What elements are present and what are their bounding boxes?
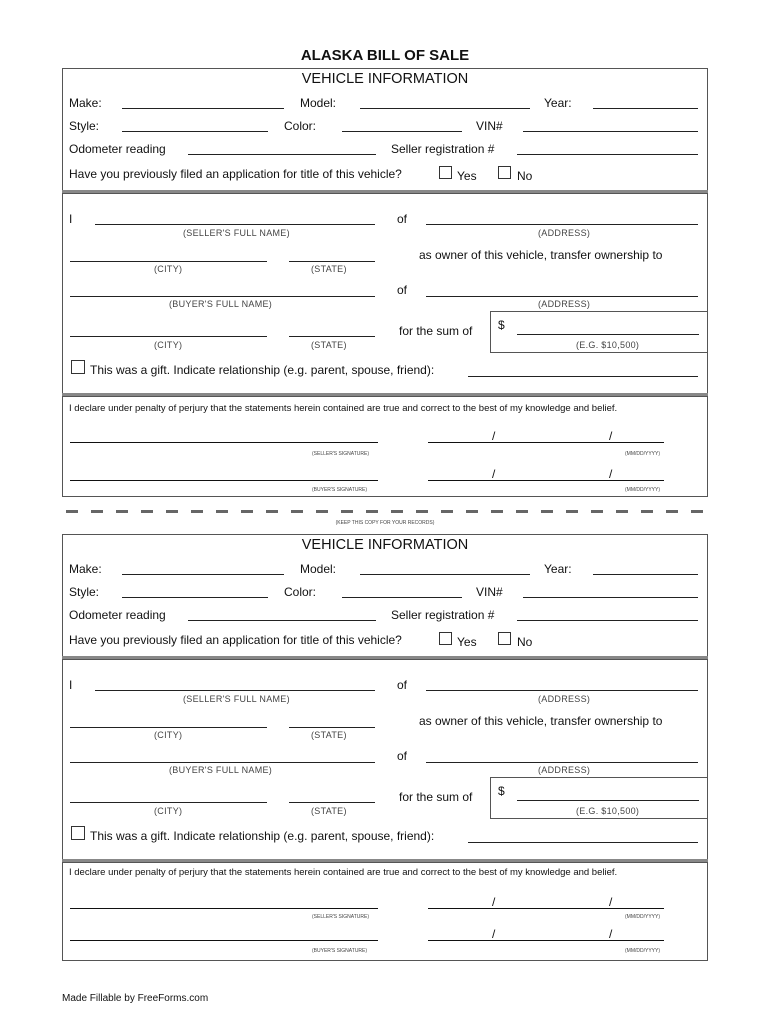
yes-checkbox[interactable] [439, 632, 452, 645]
cut-line-dash [191, 510, 203, 513]
seller-signature-line[interactable] [70, 442, 378, 443]
style-label: Style: [69, 119, 100, 133]
cut-line-dash [66, 510, 78, 513]
seller-state-caption: (STATE) [311, 264, 347, 274]
model-field[interactable] [360, 574, 530, 575]
odometer-label: Odometer reading [69, 142, 166, 156]
cut-line-dash [166, 510, 178, 513]
date-slash: / [492, 467, 496, 481]
sum-example-caption: (E.G. $10,500) [576, 806, 640, 816]
cut-line-dash [666, 510, 678, 513]
gift-relationship-field[interactable] [468, 376, 698, 377]
seller-registration-field[interactable] [517, 154, 698, 155]
color-label: Color: [284, 119, 317, 133]
form-copy-1 [62, 68, 708, 496]
seller-signature-caption: (SELLER'S SIGNATURE) [312, 451, 369, 457]
cut-line-dash [541, 510, 553, 513]
cut-line-dash [466, 510, 478, 513]
year-label: Year: [544, 96, 572, 110]
buyer-signature-caption: (BUYER'S SIGNATURE) [312, 487, 368, 493]
seller-signature-line[interactable] [70, 908, 378, 909]
style-field[interactable] [122, 131, 268, 132]
title-application-question: Have you previously filed an application for title of this vehicle? [69, 633, 402, 647]
cut-line-dash [566, 510, 578, 513]
seller-address-field[interactable] [426, 224, 698, 225]
date-slash: / [492, 895, 496, 909]
buyer-name-caption: (BUYER'S FULL NAME) [169, 299, 273, 309]
sum-label: for the sum of [399, 790, 473, 804]
buyer-state-caption: (STATE) [311, 806, 347, 816]
cut-line-dash [266, 510, 278, 513]
date-slash: / [492, 927, 496, 941]
color-field[interactable] [342, 131, 462, 132]
seller-date-caption: (MM/DD/YYYY) [625, 451, 660, 457]
cut-line-dash [491, 510, 503, 513]
of-label: of [397, 212, 408, 226]
buyer-state-caption: (STATE) [311, 340, 347, 350]
title-application-question: Have you previously filed an application for title of this vehicle? [69, 167, 402, 181]
i-label: I [69, 678, 73, 692]
cut-line-dash [416, 510, 428, 513]
buyer-city-field[interactable] [70, 802, 267, 803]
buyer-state-field[interactable] [289, 802, 375, 803]
year-label: Year: [544, 562, 572, 576]
section-heading: VEHICLE INFORMATION [301, 71, 469, 87]
cut-line-dash [641, 510, 653, 513]
declaration-text: I declare under penalty of perjury that the statements herein contained are true and correct to the best of my knowledge and belief. [69, 403, 618, 414]
buyer-address-caption: (ADDRESS) [538, 299, 591, 309]
of-label: of [397, 678, 408, 692]
section-heading: VEHICLE INFORMATION [301, 537, 469, 553]
vin-field[interactable] [523, 131, 698, 132]
date-slash: / [609, 927, 613, 941]
color-label: Color: [284, 585, 317, 599]
footer-credit: Made Fillable by FreeForms.com [62, 993, 209, 1004]
transfer-text: as owner of this vehicle, transfer ownership to [419, 714, 663, 728]
seller-city-field[interactable] [70, 261, 267, 262]
gift-checkbox[interactable] [71, 360, 85, 374]
seller-address-caption: (ADDRESS) [538, 694, 591, 704]
no-label: No [517, 169, 533, 183]
cut-line-dash [391, 510, 403, 513]
gift-text: This was a gift. Indicate relationship (e.g. parent, spouse, friend): [90, 829, 435, 843]
odometer-label: Odometer reading [69, 608, 166, 622]
model-field[interactable] [360, 108, 530, 109]
vin-field[interactable] [523, 597, 698, 598]
make-label: Make: [69, 562, 102, 576]
seller-city-field[interactable] [70, 727, 267, 728]
seller-registration-label: Seller registration # [391, 608, 495, 622]
make-label: Make: [69, 96, 102, 110]
date-slash: / [609, 429, 613, 443]
buyer-date-caption: (MM/DD/YYYY) [625, 948, 660, 954]
no-checkbox[interactable] [498, 632, 511, 645]
sum-field[interactable] [517, 334, 699, 335]
seller-name-caption: (SELLER'S FULL NAME) [183, 228, 290, 238]
cut-line-dash [91, 510, 103, 513]
model-label: Model: [300, 96, 337, 110]
cut-line-dash [441, 510, 453, 513]
style-field[interactable] [122, 597, 268, 598]
buyer-date-line[interactable] [428, 940, 664, 941]
buyer-signature-line[interactable] [70, 940, 378, 941]
i-label: I [69, 212, 73, 226]
cut-line-dash [141, 510, 153, 513]
gift-checkbox[interactable] [71, 826, 85, 840]
cut-line-dash [291, 510, 303, 513]
seller-state-caption: (STATE) [311, 730, 347, 740]
seller-name-field[interactable] [95, 690, 375, 691]
seller-registration-field[interactable] [517, 620, 698, 621]
sum-label: for the sum of [399, 324, 473, 338]
model-label: Model: [300, 562, 337, 576]
buyer-date-line[interactable] [428, 480, 664, 481]
yes-label: Yes [457, 635, 477, 649]
cut-line-dash [241, 510, 253, 513]
year-field[interactable] [593, 108, 698, 109]
form-copy-2 [62, 534, 708, 962]
of-label: of [397, 283, 408, 297]
color-field[interactable] [342, 597, 462, 598]
seller-address-caption: (ADDRESS) [538, 228, 591, 238]
buyer-name-field[interactable] [70, 762, 375, 763]
sum-example-caption: (E.G. $10,500) [576, 340, 640, 350]
cut-line-dash [366, 510, 378, 513]
transfer-text: as owner of this vehicle, transfer ownership to [419, 248, 663, 262]
seller-date-caption: (MM/DD/YYYY) [625, 914, 660, 920]
seller-address-field[interactable] [426, 690, 698, 691]
buyer-signature-caption: (BUYER'S SIGNATURE) [312, 948, 368, 954]
year-field[interactable] [593, 574, 698, 575]
style-label: Style: [69, 585, 100, 599]
gift-relationship-field[interactable] [468, 842, 698, 843]
date-slash: / [609, 895, 613, 909]
yes-label: Yes [457, 169, 477, 183]
no-checkbox[interactable] [498, 166, 511, 179]
cut-line-dash [316, 510, 328, 513]
buyer-address-field[interactable] [426, 296, 698, 297]
seller-state-field[interactable] [289, 727, 375, 728]
cut-line-dash [341, 510, 353, 513]
cut-line-dash [616, 510, 628, 513]
seller-name-field[interactable] [95, 224, 375, 225]
seller-signature-caption: (SELLER'S SIGNATURE) [312, 914, 369, 920]
date-slash: / [492, 429, 496, 443]
buyer-address-caption: (ADDRESS) [538, 765, 591, 775]
make-field[interactable] [122, 574, 284, 575]
seller-date-line[interactable] [428, 442, 664, 443]
no-label: No [517, 635, 533, 649]
date-slash: / [609, 467, 613, 481]
buyer-state-field[interactable] [289, 336, 375, 337]
keep-copy-note: (KEEP THIS COPY FOR YOUR RECORDS) [335, 520, 435, 526]
form-title: ALASKA BILL OF SALE [300, 47, 470, 64]
seller-date-line[interactable] [428, 908, 664, 909]
cut-line-dash [516, 510, 528, 513]
buyer-name-caption: (BUYER'S FULL NAME) [169, 765, 273, 775]
of-label: of [397, 749, 408, 763]
odometer-field[interactable] [188, 154, 376, 155]
dollar-sign: $ [498, 784, 505, 798]
buyer-date-caption: (MM/DD/YYYY) [625, 487, 660, 493]
declaration-text: I declare under penalty of perjury that the statements herein contained are true and correct to the best of my knowledge and belief. [69, 867, 618, 878]
seller-registration-label: Seller registration # [391, 142, 495, 156]
buyer-city-field[interactable] [70, 336, 267, 337]
cut-line-dash [691, 510, 703, 513]
buyer-city-caption: (CITY) [154, 340, 183, 350]
seller-city-caption: (CITY) [154, 730, 183, 740]
odometer-field[interactable] [188, 620, 376, 621]
buyer-address-field[interactable] [426, 762, 698, 763]
seller-state-field[interactable] [289, 261, 375, 262]
dollar-sign: $ [498, 318, 505, 332]
cut-line-dash [116, 510, 128, 513]
gift-text: This was a gift. Indicate relationship (e.g. parent, spouse, friend): [90, 363, 435, 377]
vin-label: VIN# [476, 119, 503, 133]
seller-name-caption: (SELLER'S FULL NAME) [183, 694, 290, 704]
cut-line-dash [216, 510, 228, 513]
sum-field[interactable] [517, 800, 699, 801]
cut-line-dash [591, 510, 603, 513]
vin-label: VIN# [476, 585, 503, 599]
yes-checkbox[interactable] [439, 166, 452, 179]
seller-city-caption: (CITY) [154, 264, 183, 274]
buyer-name-field[interactable] [70, 296, 375, 297]
buyer-city-caption: (CITY) [154, 806, 183, 816]
buyer-signature-line[interactable] [70, 480, 378, 481]
make-field[interactable] [122, 108, 284, 109]
